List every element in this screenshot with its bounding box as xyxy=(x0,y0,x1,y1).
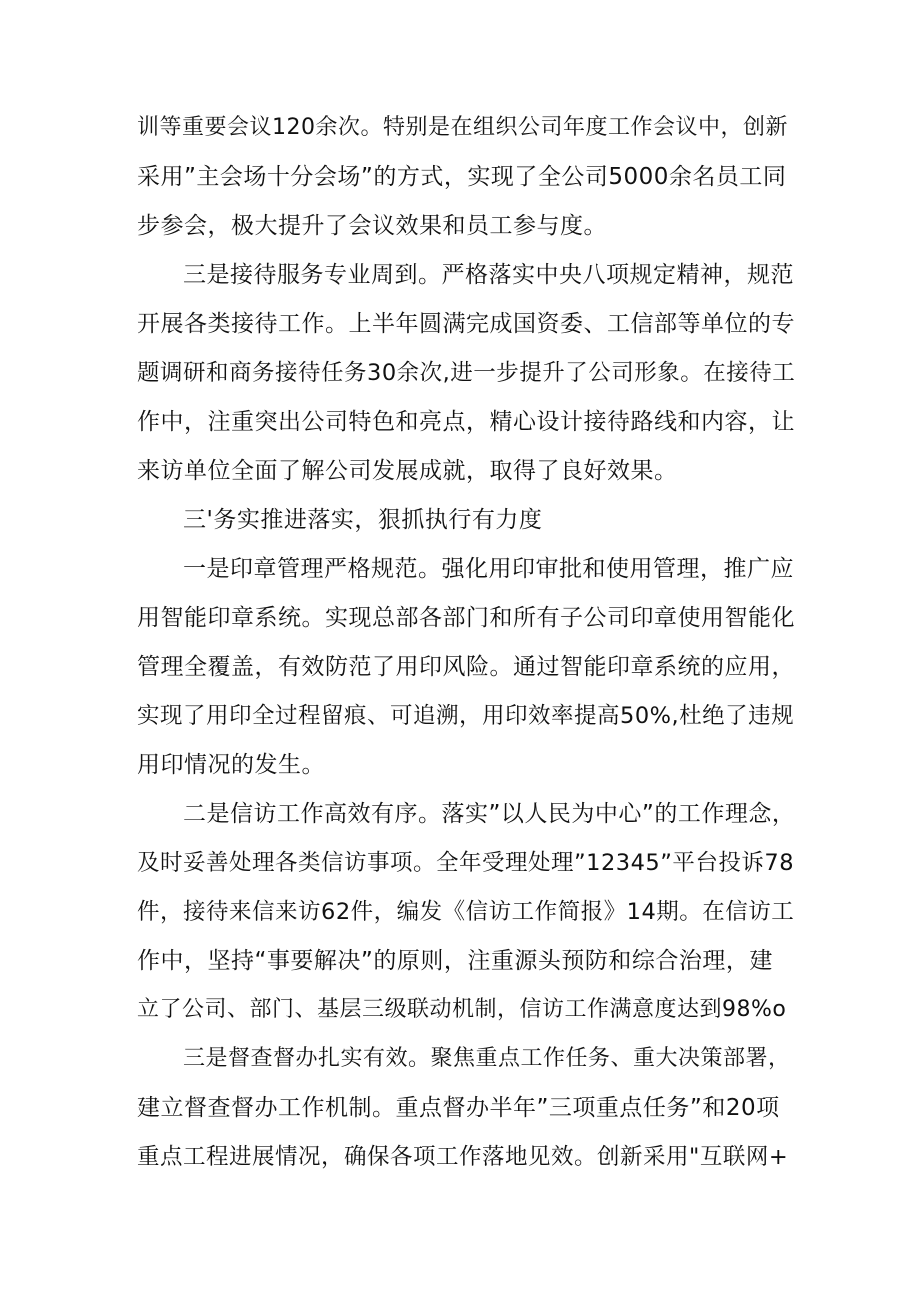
text-line: 三是督查督办扎实有效。聚焦重点工作任务、重大决策部署， xyxy=(183,1046,791,1071)
text-line: 三是接待服务专业周到。严格落实中央八项规定精神，规范 xyxy=(183,262,794,288)
text-line: 重点工程进展情况，确保各项工作落地见效。创新采用"互联网+ xyxy=(137,1144,789,1170)
text-line: 用印情况的发生。 xyxy=(137,752,325,778)
text-line: 开展各类接待工作。上半年圆满完成国资委、工信部等单位的专 xyxy=(137,311,795,337)
text-line: 采用”主会场十分会场”的方式，实现了全公司5000余名员工同 xyxy=(137,164,787,190)
text-line: 及时妥善处理各类信访事项。全年受理处理”12345”平台投诉78 xyxy=(137,850,795,876)
text-line: 二是信访工作高效有序。落实”以人民为中心”的工作理念， xyxy=(183,801,796,827)
text-line: 建立督查督办工作机制。重点督办半年”三项重点任务”和20项 xyxy=(137,1095,780,1121)
text-line: 步参会，极大提升了会议效果和员工参与度。 xyxy=(137,213,607,239)
text-line: 作中，注重突出公司特色和亮点，精心设计接待路线和内容，让 xyxy=(137,409,795,435)
text-line: 实现了用印全过程留痕、可追溯，用印效率提高50%,杜绝了违规 xyxy=(137,703,795,729)
text-line: 立了公司、部门、基层三级联动机制，信访工作满意度达到98%o xyxy=(137,997,787,1022)
text-line: 件，接待来信来访62件，编发《信访工作简报》14期。在信访工 xyxy=(137,899,795,925)
text-line: 题调研和商务接待任务30余次,进一步提升了公司形象。在接待工 xyxy=(137,360,796,386)
text-line: 作中，坚持“事要解决”的原则，注重源头预防和综合治理，建 xyxy=(137,948,773,974)
section-heading: 三'务实推进落实，狠抓执行有力度 xyxy=(183,507,543,533)
text-line: 训等重要会议120余次。特别是在组织公司年度工作会议中，创新 xyxy=(137,115,788,140)
text-line: 来访单位全面了解公司发展成就，取得了良好效果。 xyxy=(137,458,678,484)
text-line: 用智能印章系统。实现总部各部门和所有子公司印章使用智能化 xyxy=(137,605,795,631)
text-line: 一是印章管理严格规范。强化用印审批和使用管理，推广应 xyxy=(183,556,794,582)
text-line: 管理全覆盖，有效防范了用印风险。通过智能印章系统的应用， xyxy=(137,654,795,680)
